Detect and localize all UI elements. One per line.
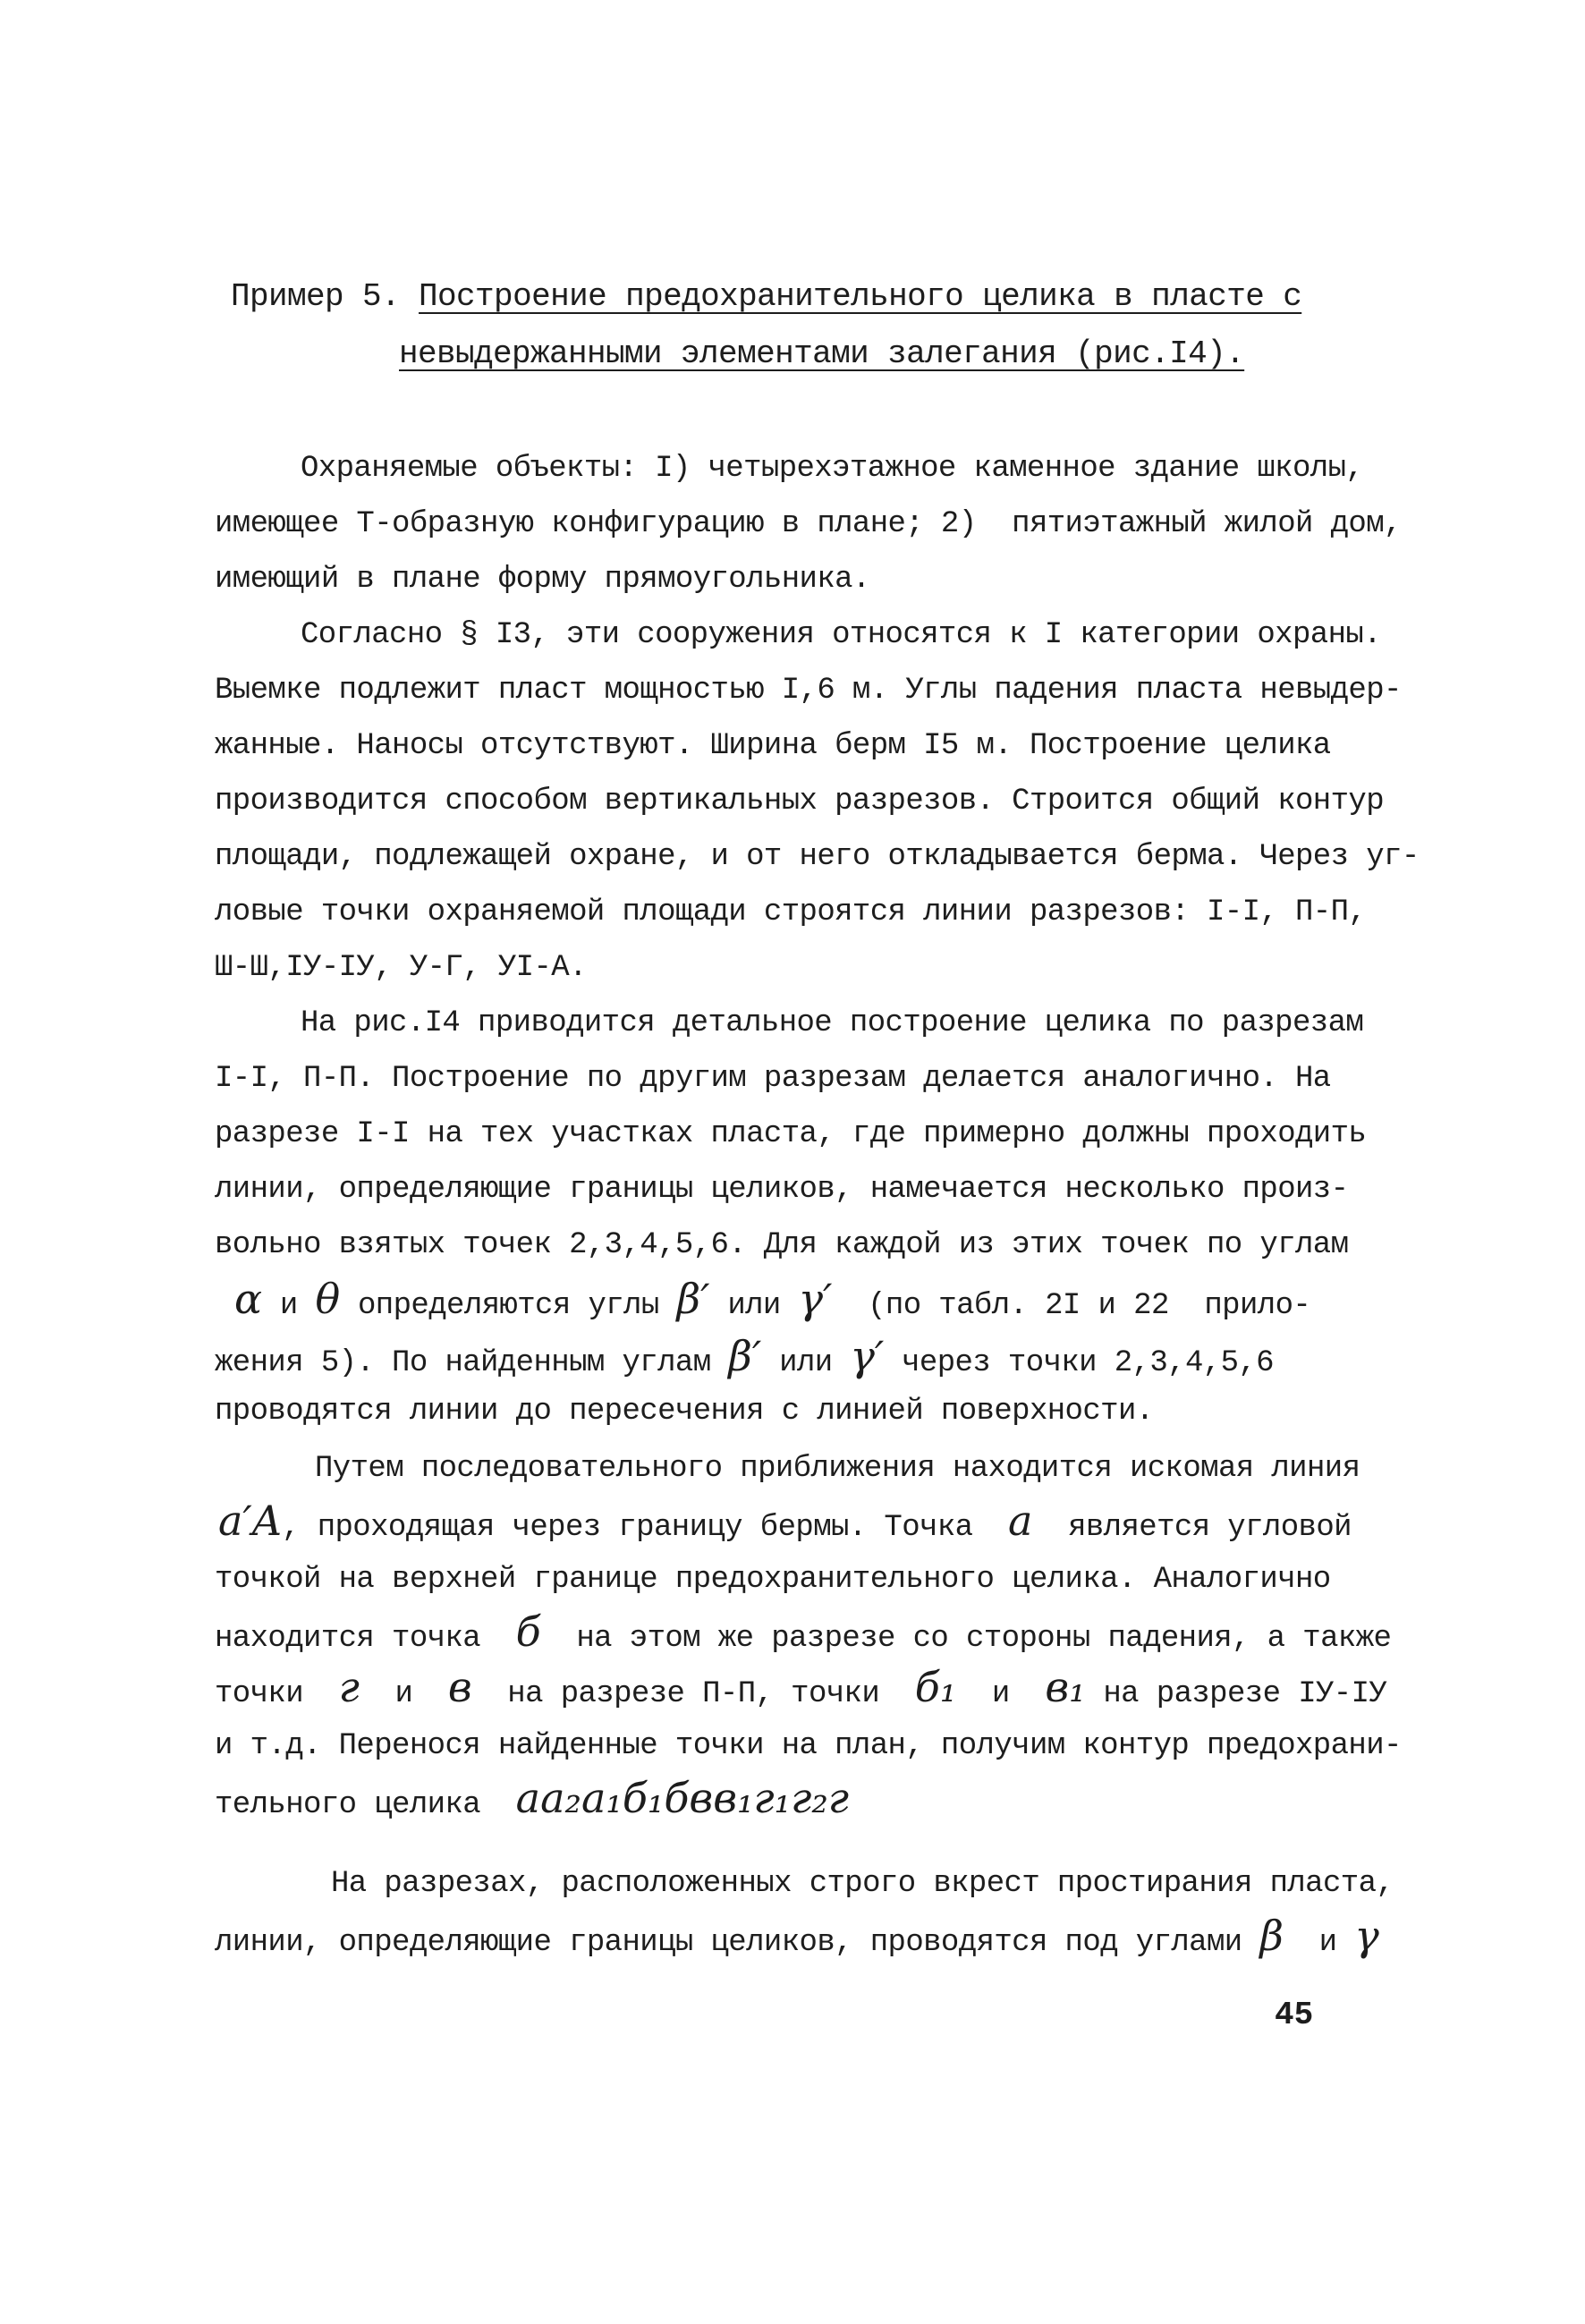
point-v1-symbol: в₁ <box>1045 1663 1086 1711</box>
text-line: ловые точки охраняемой площади строятся линии разрезов: I-I, П-П, <box>215 895 1367 929</box>
text-fragment: жения 5). По найденным углам <box>215 1346 729 1380</box>
text-fragment: определяются углы <box>340 1289 677 1323</box>
text-line-with-symbols <box>215 1607 1392 1657</box>
page-number: 45 <box>1275 1997 1314 2033</box>
text-fragment: или <box>761 1346 851 1380</box>
text-line: производится способом вертикальных разрезов. Строится общий контур <box>215 785 1385 818</box>
text-line: разрезе I-I на тех участках пласта, где примерно должны проходить <box>215 1117 1367 1151</box>
point-g-symbol: г <box>338 1663 360 1711</box>
text-line: вольно взятых точек 2,3,4,5,6. Для каждой из этих точек по углам <box>215 1228 1349 1262</box>
pillar-contour-label: aa₂a₁б₁бвв₁г₁г₂г <box>515 1774 850 1822</box>
text-line-with-symbols <box>215 1912 1379 1961</box>
text-line: и т.д. Перенося найденные точки на план, получим контур предохрани- <box>215 1729 1402 1763</box>
line-label-aA: a′A <box>218 1497 283 1545</box>
text-line: На разрезах, расположенных строго вкрест простирания пласта, <box>331 1867 1394 1901</box>
text-fragment: , проходящая через границу бермы. Точка <box>282 1511 1009 1545</box>
text-fragment: точки <box>215 1677 339 1711</box>
text-line: точкой на верхней границе предохранительного целика. Аналогично <box>215 1563 1331 1597</box>
text-line-with-symbols <box>215 1774 850 1823</box>
text-line: площади, подлежащей охране, и от него откладывается берма. Через уг- <box>215 840 1420 874</box>
text-line: Охраняемые объекты: I) четырехэтажное каменное здание школы, <box>301 452 1364 486</box>
beta-symbol: β <box>1259 1912 1284 1960</box>
example-heading-line-2 <box>399 336 1244 372</box>
example-title-continued: невыдержанными элементами залегания (рис.I4). <box>399 335 1245 372</box>
point-a-symbol: a <box>1008 1497 1033 1545</box>
example-heading-line-1 <box>231 279 1301 315</box>
text-fragment: (по табл. 2I и 22 прило- <box>832 1289 1311 1323</box>
beta-prime-symbol: β′ <box>728 1332 762 1380</box>
text-fragment: и <box>359 1677 448 1711</box>
text-fragment: и <box>262 1289 316 1323</box>
example-title: Построение предохранительного целика в пласте с <box>419 278 1302 315</box>
text-line: Согласно § I3, эти сооружения относятся к I категории охраны. <box>301 618 1382 652</box>
text-fragment: на разрезе П-П, точки <box>471 1677 915 1711</box>
text-line-with-symbols <box>215 1663 1387 1712</box>
text-fragment: или <box>709 1289 799 1323</box>
text-line: Ш-Ш,IУ-IУ, У-Г, УI-А. <box>215 951 587 985</box>
theta-symbol: θ <box>315 1275 341 1323</box>
point-v-symbol: в <box>447 1663 472 1711</box>
point-b1-symbol: б₁ <box>914 1663 957 1711</box>
text-line-with-symbols <box>234 1275 1311 1324</box>
text-line: I-I, П-П. Построение по другим разрезам делается аналогично. На <box>215 1062 1331 1096</box>
text-fragment: и <box>956 1677 1046 1711</box>
text-line-with-symbols <box>215 1332 1274 1381</box>
text-fragment: на разрезе IУ-IУ <box>1085 1677 1387 1711</box>
text-fragment: линии, определяющие границы целиков, проводятся под углами <box>215 1926 1260 1960</box>
alpha-symbol: α <box>234 1275 263 1323</box>
text-fragment: тельного целика <box>215 1788 516 1822</box>
text-line: жанные. Наносы отсутствуют. Ширина берм I5 м. Построение целика <box>215 729 1331 763</box>
text-fragment: является угловой <box>1032 1511 1352 1545</box>
text-fragment: находится точка <box>215 1622 516 1656</box>
example-label: Пример 5. <box>231 278 420 315</box>
text-line: Путем последовательного приближения находится искомая линия <box>315 1452 1360 1486</box>
text-line: имеющий в плане форму прямоугольника. <box>215 563 870 597</box>
gamma-prime-symbol: γ′ <box>798 1275 833 1323</box>
text-line: проводятся линии до пересечения с линией поверхности. <box>215 1395 1154 1429</box>
text-line-with-symbols <box>218 1497 1352 1546</box>
point-b-symbol: б <box>515 1607 541 1656</box>
beta-prime-symbol: β′ <box>676 1275 710 1323</box>
text-line: На рис.I4 приводится детальное построение целика по разрезам <box>301 1006 1364 1040</box>
text-fragment: через точки 2,3,4,5,6 <box>884 1346 1274 1380</box>
text-line: имеющее Т-образную конфигурацию в плане; 2) пятиэтажный жилой дом, <box>215 507 1402 541</box>
text-line: Выемке подлежит пласт мощностью I,6 м. Углы падения пласта невыдер- <box>215 674 1402 708</box>
text-fragment: и <box>1284 1926 1355 1960</box>
text-fragment: на этом же разрезе со стороны падения, а также <box>540 1622 1392 1656</box>
gamma-symbol: γ <box>1354 1912 1379 1960</box>
gamma-prime-symbol: γ′ <box>850 1332 885 1380</box>
text-line: линии, определяющие границы целиков, намечается несколько произ- <box>215 1173 1349 1207</box>
